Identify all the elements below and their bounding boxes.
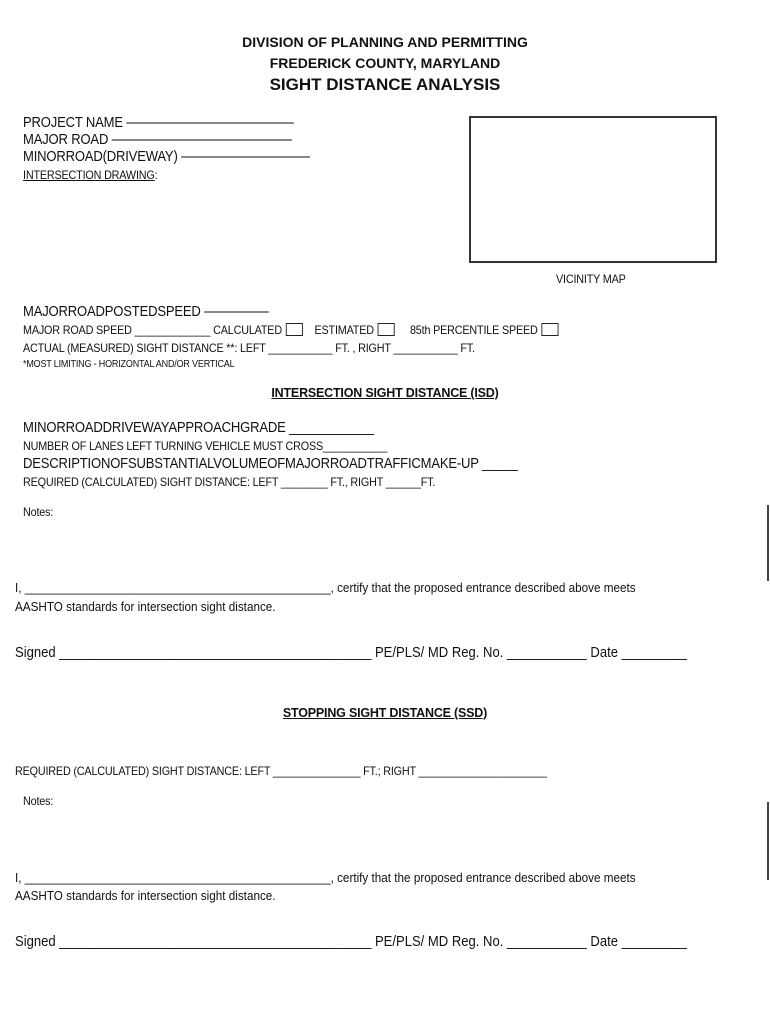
isd-notes-label: Notes: [23,505,54,519]
scan-edge-mark [767,802,769,880]
header-county: FREDERICK COUNTY, MARYLAND [269,55,501,71]
percentile-checkbox[interactable] [541,323,558,336]
posted-speed-field: MAJORROADPOSTEDSPEED ————— [23,304,269,320]
traffic-description-field: DESCRIPTIONOFSUBSTANTIALVOLUMEOFMAJORROADTRAFFICMAKE-UP _____ [23,456,518,472]
major-road-speed-label: MAJOR ROAD SPEED _____________ CALCULATED [23,323,282,337]
ssd-certify-line-2: AASHTO standards for intersection sight distance. [15,888,276,903]
calculated-checkbox[interactable] [286,323,303,336]
major-road-field: MAJOR ROAD —————————————— [23,132,292,148]
minor-road-field: MINORROAD(DRIVEWAY) —————————— [23,149,310,165]
ssd-signature-line: Signed ___________________________________________ PE/PLS/ MD Reg. No. ___________ Date _________ [15,934,687,950]
isd-certify-line-2: AASHTO standards for intersection sight distance. [15,599,276,614]
scan-edge-mark [767,505,769,581]
percentile-label: 85th PERCENTILE SPEED [409,323,538,337]
estimated-label: ESTIMATED [314,323,374,337]
vicinity-map-box [469,116,717,263]
page-title: SIGHT DISTANCE ANALYSIS [269,75,501,94]
major-road-speed-row [23,323,558,337]
isd-certify-line: I, _______________________________________________, certify that the proposed entrance described above meets [15,580,636,595]
isd-signature-line: Signed ___________________________________________ PE/PLS/ MD Reg. No. ___________ Date _________ [15,645,687,661]
ssd-required-distance: REQUIRED (CALCULATED) SIGHT DISTANCE: LEFT _______________ FT.; RIGHT ______________________ [15,764,547,778]
estimated-checkbox[interactable] [377,323,394,336]
footnote: *MOST LIMITING - HORIZONTAL AND/OR VERTICAL [23,359,235,370]
project-name-field: PROJECT NAME ————————————— [23,115,294,131]
intersection-drawing-label: INTERSECTION DRAWING: [23,168,158,182]
actual-sight-distance-row: ACTUAL (MEASURED) SIGHT DISTANCE **: LEFT ___________ FT. , RIGHT ___________ FT. [23,341,475,355]
vicinity-map-label: VICINITY MAP [556,272,626,286]
lanes-field: NUMBER OF LANES LEFT TURNING VEHICLE MUST CROSS___________ [23,439,388,453]
ssd-section-title: STOPPING SIGHT DISTANCE (SSD) [282,706,488,720]
ssd-certify-line: I, _______________________________________________, certify that the proposed entrance described above meets [15,870,636,885]
header-division: DIVISION OF PLANNING AND PERMITTING [242,34,528,50]
ssd-notes-label: Notes: [23,794,54,808]
isd-section-title: INTERSECTION SIGHT DISTANCE (ISD) [271,386,499,400]
isd-required-distance: REQUIRED (CALCULATED) SIGHT DISTANCE: LEFT ________ FT., RIGHT ______FT. [23,475,436,489]
approach-grade-field: MINORROADDRIVEWAYAPPROACHGRADE ____________ [23,420,375,436]
